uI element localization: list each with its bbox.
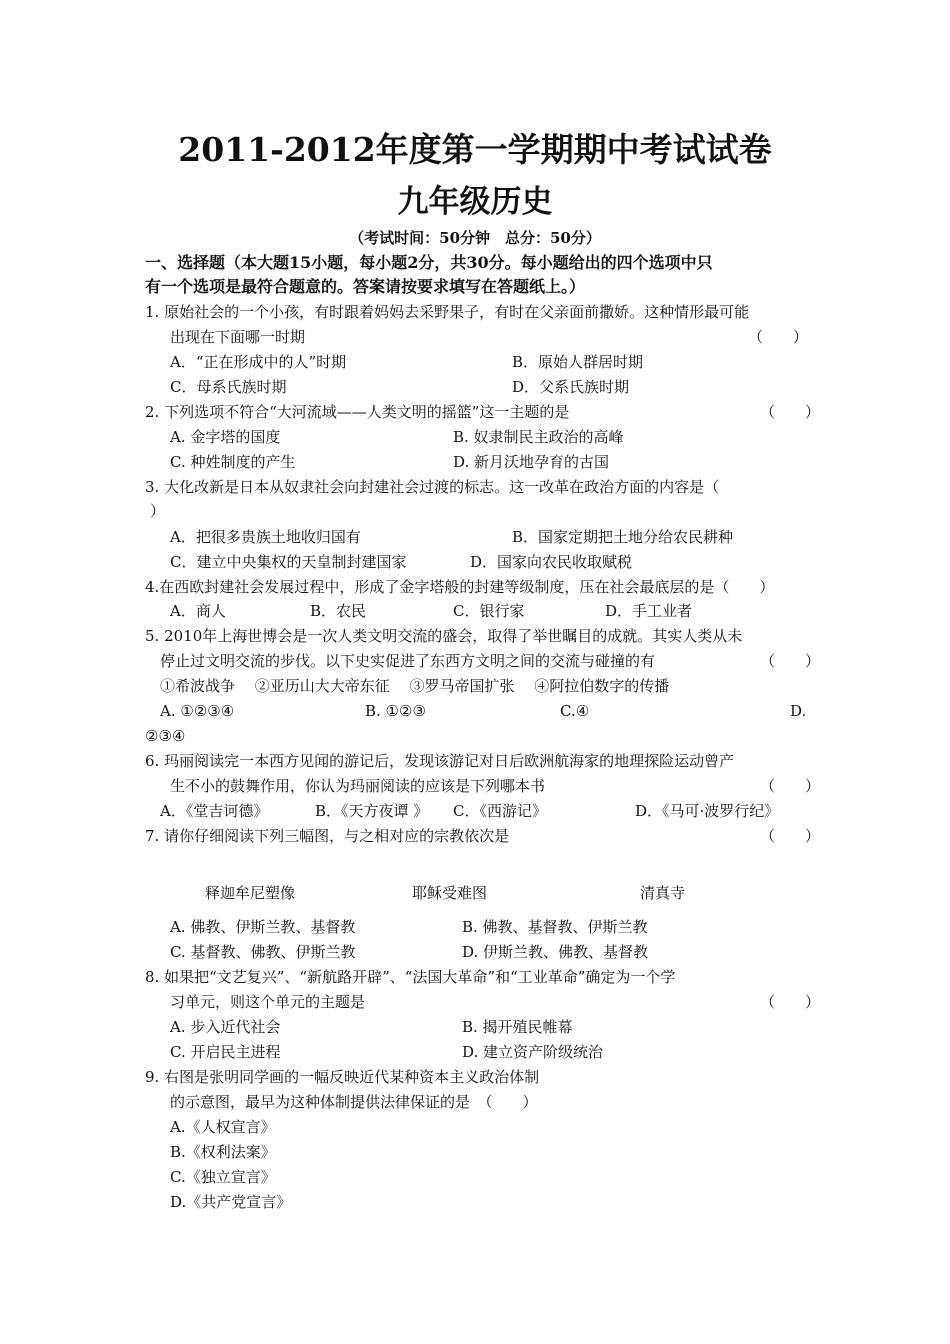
q2-option-c: C. 种姓制度的产生 (170, 453, 296, 471)
q3-option-a: A．把很多贵族土地收归国有 (170, 528, 361, 546)
q5-option-d-cont: ②③④ (145, 727, 186, 745)
q3-option-c: C．建立中央集权的天皇制封建国家 (170, 553, 407, 571)
q4-option-b: B．农民 (310, 602, 367, 620)
q6-option-b: B．《天方夜谭 》 (315, 802, 429, 820)
q5-option-b: B. ①②③ (365, 702, 426, 720)
q9-option-b: B.《权利法案》 (170, 1143, 276, 1161)
q8-answer-paren: （ ） (760, 993, 821, 1011)
q9-stem-line2: 的示意图，最早为这种体制提供法律保证的是 （ ） (170, 1093, 538, 1111)
q2-option-a: A. 金字塔的国度 (170, 428, 281, 446)
q5-option-c: C.④ (560, 702, 590, 720)
section-heading-line1: 一、选择题（本大题15小题，每小题2分，共30分。每小题给出的四个选项中只 (145, 253, 713, 272)
q4-stem: 4.在西欧封建社会发展过程中，形成了金字塔般的封建等级制度，压在社会最底层的是（ ） (145, 578, 775, 596)
q6-option-c: C．《西游记》 (453, 802, 547, 820)
q6-stem-line2: 生不小的鼓舞作用，你认为玛丽阅读的应该是下列哪本书 (170, 777, 546, 795)
q6-stem-line1: 6. 玛丽阅读完一本西方见闻的游记后，发现该游记对日后欧洲航海家的地理探险运动曾产 (145, 752, 735, 770)
q3-stem-line1: 3. 大化改新是日本从奴隶社会向封建社会过渡的标志。这一改革在政治方面的内容是（ (145, 478, 720, 496)
exam-subject: 九年级历史 (397, 184, 553, 220)
q2-stem: 2. 下列选项不符合“大河流域——人类文明的摇篮”这一主题的是 (145, 403, 570, 421)
section-heading-line2: 有一个选项是最符合题意的。答案请按要求填写在答题纸上。） (145, 277, 586, 296)
q8-stem-line1: 8. 如果把“文艺复兴”、“新航路开辟”、“法国大革命”和“工业革命”确定为一个学 (145, 968, 676, 986)
q4-option-a: A．商人 (170, 602, 226, 620)
q2-option-d: D. 新月沃地孕育的古国 (453, 453, 610, 471)
q2-answer-paren: （ ） (760, 403, 821, 421)
q7-option-d: D. 伊斯兰教、佛教、基督教 (462, 943, 649, 961)
q7-option-a: A. 佛教、伊斯兰教、基督教 (170, 918, 356, 936)
q9-option-d: D.《共产党宣言》 (170, 1193, 292, 1211)
q5-stem-line2: 停止过文明交流的步伐。以下史实促进了东西方文明之间的交流与碰撞的有 (160, 652, 656, 670)
exam-title: 2011-2012年度第一学期期中考试试卷 (178, 130, 772, 169)
q5-answer-paren: （ ） (760, 652, 821, 670)
q6-answer-paren: （ ） (760, 777, 821, 795)
q1-answer-paren: （ ） (748, 328, 809, 346)
q5-option-d: D. (790, 702, 807, 720)
q1-option-c: C．母系氏族时期 (170, 378, 287, 396)
q8-stem-line2: 习单元，则这个单元的主题是 (170, 993, 366, 1011)
q9-stem-line1: 9. 右图是张明同学画的一幅反映近代某种资本主义政治体制 (145, 1068, 540, 1086)
q7-option-c: C. 基督教、佛教、伊斯兰教 (170, 943, 356, 961)
exam-info: （考试时间：50分钟 总分：50分） (349, 229, 601, 247)
q2-option-b: B. 奴隶制民主政治的高峰 (453, 428, 624, 446)
q5-stem-line1: 5. 2010年上海世博会是一次人类文明交流的盛会，取得了举世瞩目的成就。其实人类从未 (145, 627, 743, 645)
q9-option-c: C.《独立宣言》 (170, 1168, 276, 1186)
q4-option-c: C．银行家 (453, 602, 525, 620)
q8-option-d: D. 建立资产阶级统治 (462, 1043, 604, 1061)
q5-option-a: A. ①②③④ (160, 702, 235, 720)
q7-caption-3: 清真寺 (640, 884, 686, 902)
q3-option-b: B．国家定期把土地分给农民耕种 (512, 528, 734, 546)
q7-option-b: B. 佛教、基督教、伊斯兰教 (462, 918, 648, 936)
q6-option-a: A．《堂吉诃德》 (160, 802, 269, 820)
q3-option-d: D．国家向农民收取赋税 (470, 553, 633, 571)
q1-option-d: D．父系氏族时期 (512, 378, 630, 396)
q7-answer-paren: （ ） (760, 827, 821, 845)
q5-items: ①希波战争 ②亚历山大大帝东征 ③罗马帝国扩张 ④阿拉伯数字的传播 (160, 677, 670, 695)
q1-option-b: B．原始人群居时期 (512, 353, 644, 371)
q7-caption-2: 耶稣受难图 (412, 884, 488, 902)
q7-stem: 7. 请你仔细阅读下列三幅图，与之相对应的宗教依次是 (145, 827, 510, 845)
q4-option-d: D．手工业者 (605, 602, 693, 620)
q8-option-a: A. 步入近代社会 (170, 1018, 281, 1036)
q1-stem-line2: 出现在下面哪一时期 (170, 328, 306, 346)
q1-option-a: A．“正在形成中的人”时期 (170, 353, 347, 371)
q8-option-b: B. 揭开殖民帷幕 (462, 1018, 573, 1036)
q6-option-d: D．《马可·波罗行纪》 (635, 802, 780, 820)
q7-caption-1: 释迦牟尼塑像 (205, 884, 296, 902)
q1-stem-line1: 1. 原始社会的一个小孩，有时跟着妈妈去采野果子，有时在父亲面前撒娇。这种情形最可能 (145, 303, 750, 321)
q9-option-a: A.《人权宣言》 (170, 1118, 276, 1136)
q8-option-c: C. 开启民主进程 (170, 1043, 281, 1061)
q3-stem-line2: ） (150, 502, 166, 520)
